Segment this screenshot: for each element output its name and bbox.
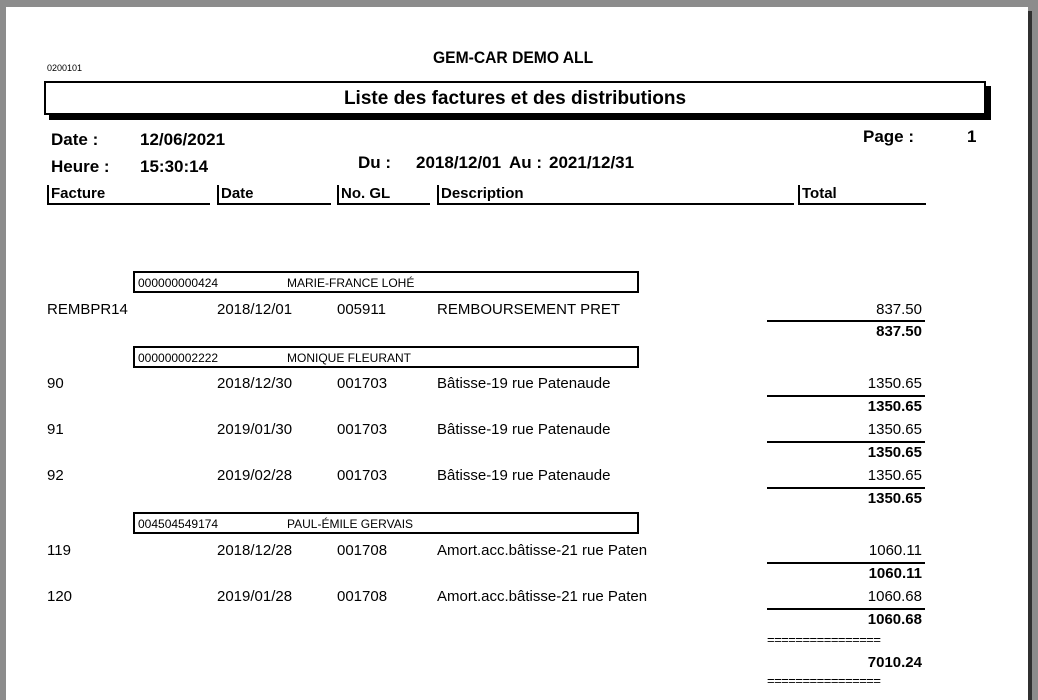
- column-header-date: Date: [217, 185, 331, 205]
- date-value: 12/06/2021: [140, 130, 226, 149]
- invoice-row: [6, 375, 1028, 395]
- from-label: Du :: [358, 153, 392, 172]
- total-separator-top: ================: [767, 632, 881, 647]
- to-label: Au :: [509, 153, 543, 172]
- from-value: 2018/12/01: [416, 153, 502, 172]
- invoice-row: [6, 588, 1028, 608]
- customer-name: MONIQUE FLEURANT: [287, 351, 412, 365]
- column-header-description: Description: [437, 185, 794, 205]
- invoice-number: 120: [47, 588, 73, 605]
- invoice-subtotal: 1060.68: [867, 611, 922, 628]
- column-header-total: Total: [798, 185, 926, 205]
- customer-name: PAUL-ÉMILE GERVAIS: [287, 517, 414, 531]
- grand-total: 7010.24: [867, 654, 922, 671]
- invoice-subtotal: 837.50: [876, 323, 922, 340]
- invoice-number: 91: [47, 421, 64, 438]
- invoice-description: REMBOURSEMENT PRET: [437, 301, 621, 318]
- report-title-box: [44, 81, 986, 115]
- invoice-subtotal: 1350.65: [867, 444, 922, 461]
- gl-number: 001703: [337, 375, 388, 392]
- company-name: GEM-CAR DEMO ALL: [433, 48, 594, 67]
- invoice-description: Bâtisse-19 rue Patenaude: [437, 421, 611, 438]
- customer-account: 000000000424: [138, 276, 219, 290]
- gl-number: 001708: [337, 588, 388, 605]
- invoice-date: 2018/12/01: [217, 301, 293, 318]
- date-label: Date :: [51, 130, 99, 149]
- invoice-amount: 1350.65: [867, 467, 922, 484]
- customer-group-header: [133, 271, 639, 293]
- gl-number: 001703: [337, 421, 388, 438]
- subtotal-rule: [767, 320, 925, 322]
- invoice-amount: 1060.68: [867, 588, 922, 605]
- invoice-description: Amort.acc.bâtisse-21 rue Paten: [437, 588, 648, 605]
- invoice-row: [6, 467, 1028, 487]
- invoice-number: 119: [47, 542, 71, 559]
- invoice-row: [6, 421, 1028, 441]
- total-separator-bottom: ================: [767, 673, 881, 688]
- customer-account: 004504549174: [138, 517, 219, 531]
- invoice-date: 2018/12/30: [217, 375, 293, 392]
- subtotal-rule: [767, 441, 925, 443]
- invoice-amount: 1350.65: [867, 421, 922, 438]
- invoice-description: Amort.acc.bâtisse-21 rue Paten: [437, 542, 648, 559]
- invoice-date: 2019/01/28: [217, 588, 293, 605]
- customer-group-header: [133, 512, 639, 534]
- gl-number: 001708: [337, 542, 388, 559]
- gl-number: 001703: [337, 467, 388, 484]
- invoice-date: 2018/12/28: [217, 542, 293, 559]
- report-code: 0200101: [47, 63, 83, 73]
- subtotal-rule: [767, 562, 925, 564]
- to-value: 2021/12/31: [549, 153, 635, 172]
- invoice-subtotal: 1350.65: [867, 490, 922, 507]
- time-value: 15:30:14: [140, 157, 209, 176]
- invoice-subtotal: 1350.65: [867, 398, 922, 415]
- page-number: 1: [967, 127, 977, 146]
- subtotal-rule: [767, 608, 925, 610]
- invoice-date: 2019/02/28: [217, 467, 293, 484]
- report-page: [6, 7, 1028, 700]
- invoice-amount: 1350.65: [867, 375, 922, 392]
- gl-number: 005911: [337, 301, 386, 318]
- invoice-description: Bâtisse-19 rue Patenaude: [437, 467, 611, 484]
- subtotal-rule: [767, 487, 925, 489]
- invoice-amount: 1060.11: [868, 542, 922, 559]
- invoice-row: [6, 542, 1028, 562]
- invoice-subtotal: 1060.11: [868, 565, 922, 582]
- invoice-number: 90: [47, 375, 64, 392]
- invoice-date: 2019/01/30: [217, 421, 293, 438]
- report-title: Liste des factures et des distributions: [343, 88, 687, 109]
- invoice-number: REMBPR14: [47, 301, 128, 318]
- page-label: Page :: [863, 127, 915, 146]
- customer-name: MARIE-FRANCE LOHÉ: [287, 276, 415, 290]
- invoice-amount: 837.50: [876, 301, 922, 318]
- column-header-facture: Facture: [47, 185, 210, 205]
- invoice-number: 92: [47, 467, 64, 484]
- customer-account: 000000002222: [138, 351, 219, 365]
- column-header-gl: No. GL: [337, 185, 430, 205]
- invoice-description: Bâtisse-19 rue Patenaude: [437, 375, 611, 392]
- subtotal-rule: [767, 395, 925, 397]
- customer-group-header: [133, 346, 639, 368]
- invoice-row: [6, 301, 1028, 321]
- time-label: Heure :: [51, 157, 110, 176]
